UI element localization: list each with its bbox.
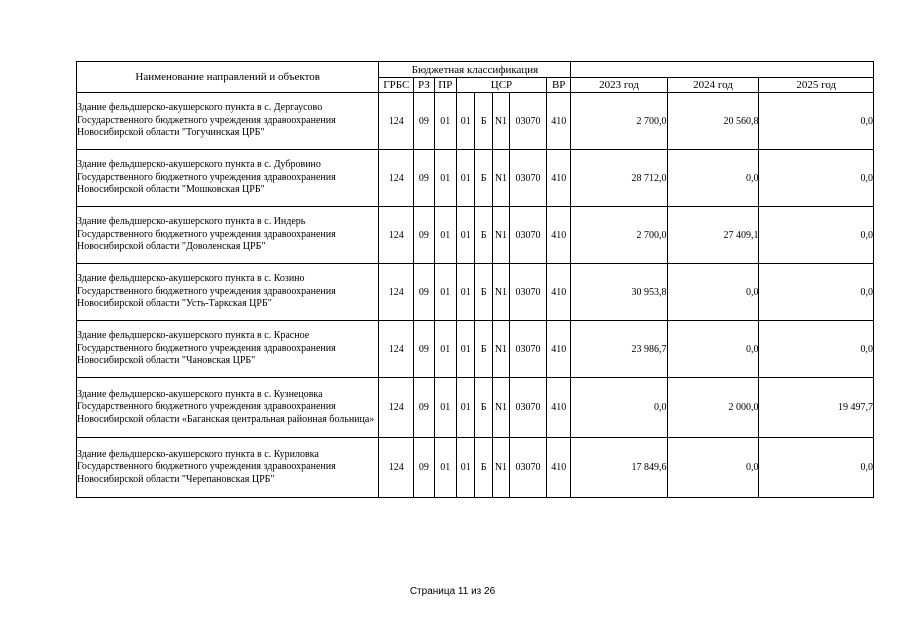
object-name: Здание фельдшерско-акушерского пункта в с. Красное Государственного бюджетного учреждения здравоохранения Новосибирской области "Чановская ЦРБ" [77, 321, 379, 378]
csr-part-4: 03070 [510, 264, 547, 321]
csr-part-3: N1 [492, 264, 509, 321]
object-name: Здание фельдшерско-акушерского пункта в с. Куриловка Государственного бюджетного учреждения здравоохранения Новосибирской области "Черепановская ЦРБ" [77, 438, 379, 498]
name-column-header: Наименование направлений и объектов [77, 62, 379, 93]
csr-part-3: N1 [492, 321, 509, 378]
csr-part-1: 01 [457, 207, 475, 264]
object-name: Здание фельдшерско-акушерского пункта в с. Козино Государственного бюджетного учреждения здравоохранения Новосибирской области "Усть-Таркская ЦРБ" [77, 264, 379, 321]
amount-2023: 2 700,0 [571, 207, 667, 264]
csr-header: ЦСР [457, 78, 547, 93]
vr-cell: 410 [546, 438, 571, 498]
object-name: Здание фельдшерско-акушерского пункта в с. Дубровино Государственного бюджетного учреждения здравоохранения Новосибирской области "Мошковская ЦРБ" [77, 150, 379, 207]
amount-2025: 0,0 [759, 150, 874, 207]
amount-2023: 2 700,0 [571, 93, 667, 150]
csr-part-4: 03070 [510, 207, 547, 264]
csr-part-3: N1 [492, 93, 509, 150]
years-group-header [571, 62, 874, 78]
amount-2023: 23 986,7 [571, 321, 667, 378]
vr-cell: 410 [546, 93, 571, 150]
rz-cell: 09 [414, 321, 434, 378]
csr-part-3: N1 [492, 378, 509, 438]
table-row [77, 438, 874, 498]
csr-part-1: 01 [457, 150, 475, 207]
csr-part-1: 01 [457, 438, 475, 498]
rz-cell: 09 [414, 93, 434, 150]
year-2025-header: 2025 год [759, 78, 874, 93]
rz-cell: 09 [414, 378, 434, 438]
grbs-cell: 124 [379, 207, 414, 264]
amount-2023: 28 712,0 [571, 150, 667, 207]
amount-2025: 0,0 [759, 93, 874, 150]
csr-part-2: Б [475, 321, 492, 378]
amount-2024: 0,0 [667, 264, 759, 321]
rz-header: РЗ [414, 78, 434, 93]
budget-classification-header: Бюджетная классификация [379, 62, 571, 78]
csr-part-2: Б [475, 207, 492, 264]
table-row [77, 93, 874, 150]
grbs-cell: 124 [379, 93, 414, 150]
rz-cell: 09 [414, 264, 434, 321]
amount-2024: 0,0 [667, 150, 759, 207]
grbs-cell: 124 [379, 264, 414, 321]
csr-part-1: 01 [457, 264, 475, 321]
pr-cell: 01 [434, 93, 456, 150]
amount-2024: 0,0 [667, 438, 759, 498]
amount-2023: 0,0 [571, 378, 667, 438]
table-row [77, 150, 874, 207]
vr-cell: 410 [546, 378, 571, 438]
page-number: Страница 11 из 26 [409, 586, 496, 597]
table-row [77, 321, 874, 378]
rz-cell: 09 [414, 438, 434, 498]
csr-part-1: 01 [457, 321, 475, 378]
csr-part-3: N1 [492, 150, 509, 207]
grbs-cell: 124 [379, 321, 414, 378]
amount-2025: 19 497,7 [759, 378, 874, 438]
vr-header: ВР [546, 78, 571, 93]
csr-part-2: Б [475, 378, 492, 438]
csr-part-2: Б [475, 264, 492, 321]
year-2024-header: 2024 год [667, 78, 759, 93]
pr-header: ПР [434, 78, 456, 93]
vr-cell: 410 [546, 207, 571, 264]
amount-2024: 20 560,8 [667, 93, 759, 150]
amount-2025: 0,0 [759, 321, 874, 378]
csr-part-4: 03070 [510, 150, 547, 207]
object-name: Здание фельдшерско-акушерского пункта в с. Индерь Государственного бюджетного учреждения здравоохранения Новосибирской области "Доволенская ЦРБ" [77, 207, 379, 264]
csr-part-1: 01 [457, 93, 475, 150]
table-row [77, 264, 874, 321]
amount-2024: 27 409,1 [667, 207, 759, 264]
vr-cell: 410 [546, 321, 571, 378]
vr-cell: 410 [546, 264, 571, 321]
pr-cell: 01 [434, 207, 456, 264]
rz-cell: 09 [414, 150, 434, 207]
table-row [77, 378, 874, 438]
year-2023-header: 2023 год [571, 78, 667, 93]
amount-2023: 17 849,6 [571, 438, 667, 498]
pr-cell: 01 [434, 264, 456, 321]
csr-part-2: Б [475, 93, 492, 150]
pr-cell: 01 [434, 378, 456, 438]
rz-cell: 09 [414, 207, 434, 264]
csr-part-3: N1 [492, 207, 509, 264]
amount-2025: 0,0 [759, 207, 874, 264]
object-name: Здание фельдшерско-акушерского пункта в с. Кузнецовка Государственного бюджетного учреждения здравоохранения Новосибирской области «Баганская центральная районная больница» [77, 378, 379, 438]
pr-cell: 01 [434, 438, 456, 498]
grbs-cell: 124 [379, 438, 414, 498]
csr-part-4: 03070 [510, 378, 547, 438]
amount-2024: 2 000,0 [667, 378, 759, 438]
vr-cell: 410 [546, 150, 571, 207]
grbs-header: ГРБС [379, 78, 414, 93]
csr-part-4: 03070 [510, 321, 547, 378]
csr-part-3: N1 [492, 438, 509, 498]
csr-part-2: Б [475, 150, 492, 207]
pr-cell: 01 [434, 150, 456, 207]
grbs-cell: 124 [379, 150, 414, 207]
amount-2025: 0,0 [759, 438, 874, 498]
csr-part-4: 03070 [510, 93, 547, 150]
amount-2024: 0,0 [667, 321, 759, 378]
csr-part-2: Б [475, 438, 492, 498]
object-name: Здание фельдшерско-акушерского пункта в с. Дергаусово Государственного бюджетного учреждения здравоохранения Новосибирской области "Тогучинская ЦРБ" [77, 93, 379, 150]
header-row-1 [77, 62, 874, 78]
table-row [77, 207, 874, 264]
amount-2025: 0,0 [759, 264, 874, 321]
grbs-cell: 124 [379, 378, 414, 438]
amount-2023: 30 953,8 [571, 264, 667, 321]
budget-table [76, 61, 874, 498]
pr-cell: 01 [434, 321, 456, 378]
csr-part-4: 03070 [510, 438, 547, 498]
csr-part-1: 01 [457, 378, 475, 438]
